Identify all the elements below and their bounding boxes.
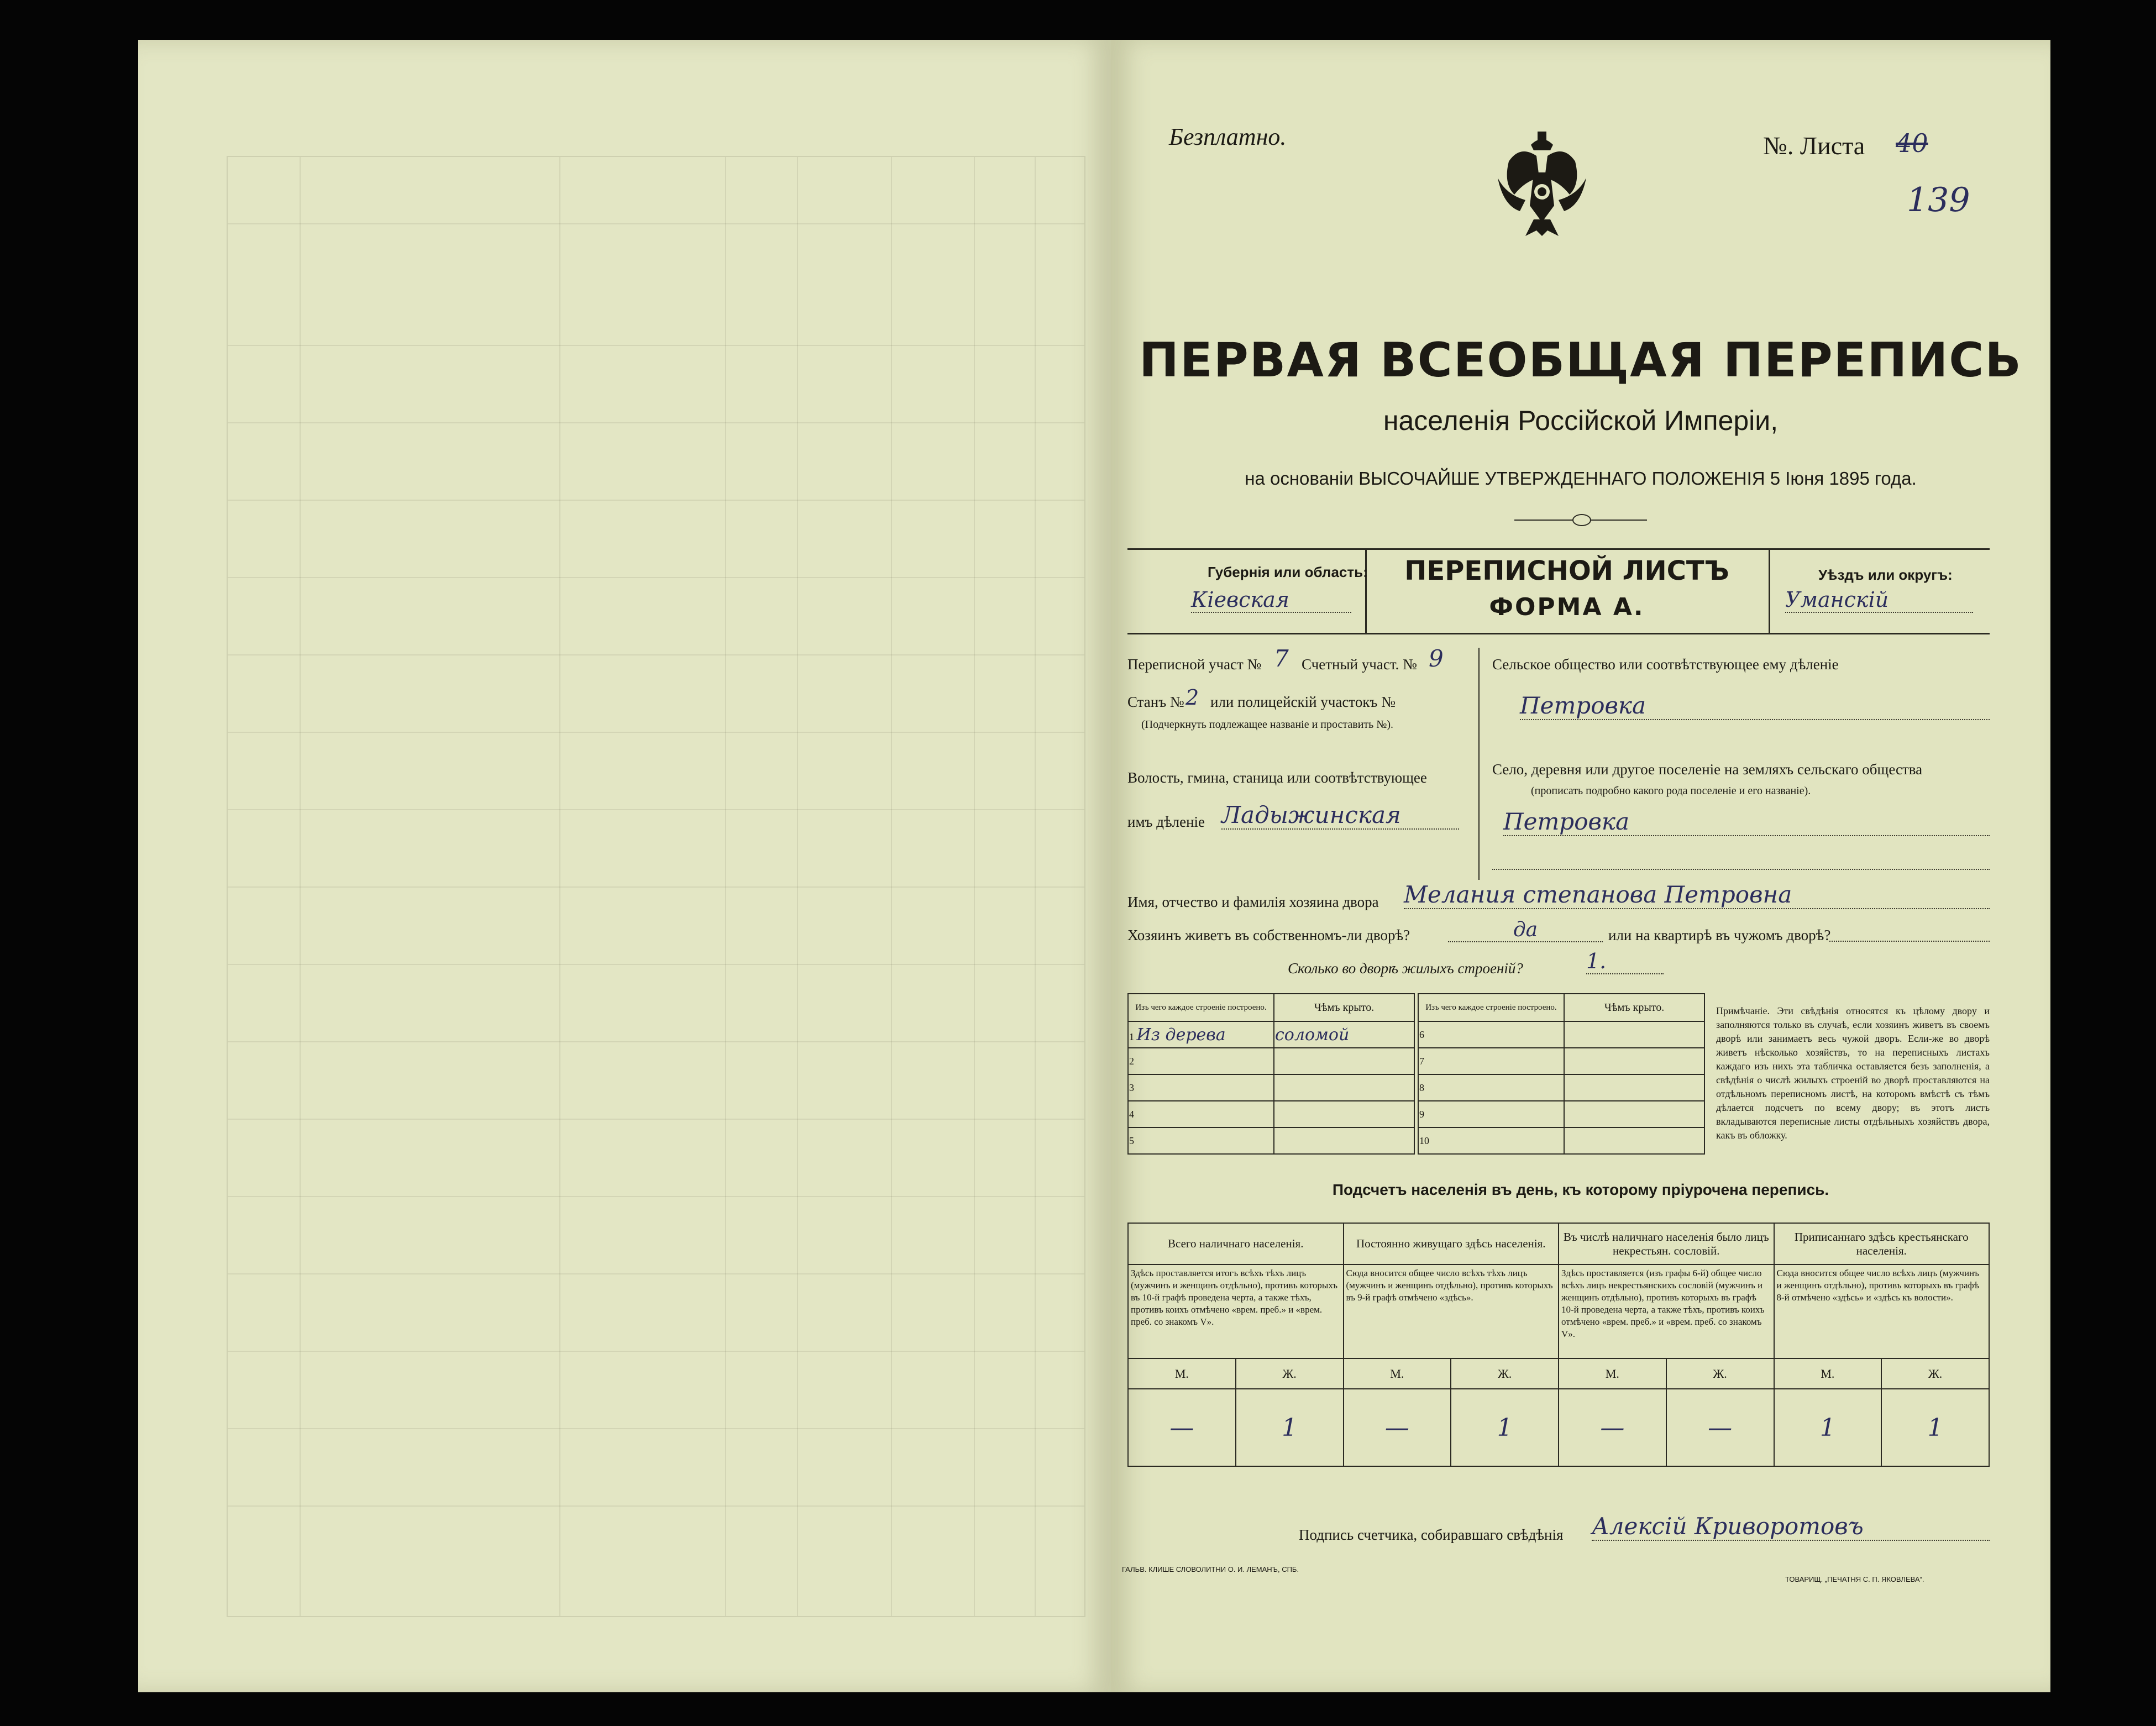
society-value: Петровка <box>1520 692 1990 720</box>
row-number: 2 <box>1128 1048 1274 1074</box>
village-note: (прописать подробно какого рода поселеніе и его названіе). <box>1531 785 1811 797</box>
volost-label-2: имъ дѣленіе <box>1127 814 1205 830</box>
row-number: 5 <box>1128 1127 1274 1154</box>
group-title: Приписаннаго здѣсь крестьянскаго населенія. <box>1774 1223 1990 1265</box>
volost-label: Волость, гмина, станица или соотвѣтствующее <box>1127 769 1427 786</box>
free-label: Безплатно. <box>1169 123 1287 150</box>
group-title: Въ числѣ наличнаго населенія было лицъ некрестьян. сословій. <box>1559 1223 1774 1265</box>
buildings-table-left <box>1127 993 1415 1155</box>
male-header: М. <box>1128 1358 1236 1389</box>
village-value: Петровка <box>1503 808 1990 836</box>
schet-uch-value: 9 <box>1429 645 1444 672</box>
census-subtitle: населенія Россійской Имперіи, <box>1383 405 1779 436</box>
buildings-value: 1. <box>1586 949 1664 974</box>
village-label: Село, деревня или другое поселеніе на земляхъ сельскаго общества <box>1492 761 1923 778</box>
perep-uch-value: 7 <box>1274 645 1289 672</box>
col-roof-header: Чѣмъ крыто. <box>1564 994 1704 1021</box>
row-roof: соломой <box>1274 1021 1414 1048</box>
female-count: 1 <box>1236 1389 1344 1466</box>
female-header: Ж. <box>1451 1358 1559 1389</box>
row-number: 10 <box>1418 1127 1564 1154</box>
form-code: ФОРМА А. <box>1489 593 1645 621</box>
right-page <box>1111 40 2050 1692</box>
owner-value: Мелания степанова Петровна <box>1404 881 1990 909</box>
uezd-label: Уѣздъ или округъ: <box>1818 566 1953 583</box>
lives-value: да <box>1448 919 1603 942</box>
group-title: Постоянно живущаго здѣсь населенія. <box>1344 1223 1559 1265</box>
stan-label: Станъ № <box>1127 694 1184 710</box>
society-label: Сельское общество или соотвѣтствующее ему дѣленіе <box>1492 656 1839 673</box>
sheet-number-corrected: 139 <box>1907 181 1970 219</box>
group-desc: Здѣсь проставляется (изъ графы 6-й) общее число всѣхъ лицъ некрестьянскихъ сословій (мужчинъ и женщинъ отдѣльно), противъ которыхъ въ графѣ 10-й проведена черта, а также тѣхъ, противъ коихъ отмѣчено «врем. преб.» и «врем. преб. со знакомъ V». <box>1559 1265 1774 1358</box>
group-title: Всего наличнаго населенія. <box>1128 1223 1344 1265</box>
male-count: 1 <box>1774 1389 1882 1466</box>
group-desc: Сюда вносится общее число всѣхъ лицъ (мужчинъ и женщинъ отдѣльно), противъ которыхъ въ графѣ 8-й отмѣчено «здѣсь» и «здѣсь къ волости». <box>1774 1265 1990 1358</box>
underline-note: (Подчеркнуть подлежащее названіе и проставить №). <box>1141 718 1393 731</box>
owner-label: Имя, отчество и фамилія хозяина двора <box>1127 894 1379 910</box>
apartment-label: или на квартирѣ въ чужомъ дворѣ? <box>1608 927 1831 943</box>
footnote: Примѣчаніе. Эти свѣдѣнія относятся къ цѣлому двору и заполняются только въ случаѣ, если хозяинъ живетъ въ своемъ дворѣ или занимаетъ весь чужой дворъ. Если-же во дворѣ живетъ нѣсколько хозяйствъ, то на переписныхъ листахъ каждаго изъ нихъ эта табличка оставляется безъ заполненія, а свѣдѣнія о числѣ жилыхъ строеній во дворѣ проставляются на отдѣльномъ переписномъ листѣ, на которомъ вмѣстѣ съ тѣмъ дѣлается подсчетъ по всему двору; въ этотъ листъ вкладываются переписные листы отдѣльныхъ хозяйствъ двора, какъ въ обложку. <box>1716 1005 1990 1141</box>
left-page <box>138 40 1111 1692</box>
buildings-label: Сколько во дворѣ жилыхъ строеній? <box>1288 960 1523 977</box>
row-number: 8 <box>1418 1074 1564 1101</box>
row-number: 3 <box>1128 1074 1274 1101</box>
male-count: — <box>1559 1389 1666 1466</box>
fields-divider <box>1478 648 1480 880</box>
row-number: 4 <box>1128 1101 1274 1127</box>
row-number: 9 <box>1418 1101 1564 1127</box>
perep-uch-label: Переписной участ № <box>1127 656 1262 673</box>
sheet-number: 40 <box>1896 128 1928 158</box>
police-label: или полицейскій участокъ № <box>1210 694 1396 710</box>
female-count: 1 <box>1451 1389 1559 1466</box>
row-material: Из дерева <box>1136 1025 1226 1045</box>
census-title: ПЕРВАЯ ВСЕОБЩАЯ ПЕРЕПИСЬ <box>1139 333 2022 388</box>
group-desc: Здѣсь проставляется итогъ всѣхъ тѣхъ лицъ (мужчинъ и женщинъ отдѣльно), противъ которыхъ въ 10-й графѣ проведена черта, а также тѣхъ, противъ коихъ отмѣчено «врем. преб.» и «врем. преб. со знакомъ V». <box>1128 1265 1344 1358</box>
form-header-box <box>1127 548 1990 634</box>
gubernia-label: Губернія или область: <box>1208 564 1368 580</box>
signature-label: Подпись счетчика, собиравшаго свѣдѣнія <box>1299 1526 1564 1543</box>
row-number: 1 <box>1129 1031 1134 1042</box>
stan-value: 2 <box>1185 685 1199 710</box>
female-header: Ж. <box>1666 1358 1774 1389</box>
uezd-value: Уманскій <box>1785 587 1973 613</box>
form-name: ПЕРЕПИСНОЙ ЛИСТЪ <box>1404 555 1729 586</box>
col-roof-header: Чѣмъ крыто. <box>1274 994 1414 1021</box>
female-count: — <box>1666 1389 1774 1466</box>
population-table <box>1127 1223 1990 1467</box>
male-header: М. <box>1774 1358 1882 1389</box>
village-line-2 <box>1492 869 1990 870</box>
row-number: 7 <box>1418 1048 1564 1074</box>
imprint-right: ТОВАРИЩ. „ПЕЧАТНЯ С. П. ЯКОВЛЕВА“. <box>1785 1575 1924 1583</box>
male-count: — <box>1344 1389 1451 1466</box>
group-desc: Сюда вносится общее число всѣхъ тѣхъ лицъ (мужчинъ и женщинъ отдѣльно), противъ которыхъ въ 9-й графѣ отмѣчено «здѣсь». <box>1344 1265 1559 1358</box>
bleed-through-grid <box>227 156 1085 1617</box>
male-header: М. <box>1559 1358 1666 1389</box>
col-material-header: Изъ чего каждое строеніе построено. <box>1418 994 1564 1021</box>
male-count: — <box>1128 1389 1236 1466</box>
row-number: 6 <box>1418 1021 1564 1048</box>
female-count: 1 <box>1881 1389 1989 1466</box>
signature-value: Алексій Криворотовъ <box>1592 1513 1990 1541</box>
volost-value: Ладыжинская <box>1221 801 1459 830</box>
imprint-left: ГАЛЬВ. КЛИШЕ СЛОВОЛИТНИ О. И. ЛЕМАНЪ, СПБ. <box>1122 1565 1299 1573</box>
sheet-label: №. Листа <box>1763 132 1865 160</box>
ornament-center <box>1572 514 1591 526</box>
col-material-header: Изъ чего каждое строеніе построено. <box>1128 994 1274 1021</box>
population-heading: Подсчетъ населенія въ день, къ которому пріурочена перепись. <box>1332 1181 1829 1198</box>
female-header: Ж. <box>1881 1358 1989 1389</box>
apartment-line <box>1829 941 1990 942</box>
schet-uch-label: Счетный участ. № <box>1302 656 1417 673</box>
lives-label: Хозяинъ живетъ въ собственномъ-ли дворѣ? <box>1127 927 1410 943</box>
census-basis: на основаніи ВЫСОЧАЙШЕ УТВЕРЖДЕННАГО ПОЛОЖЕНІЯ 5 Іюня 1895 года. <box>1245 468 1917 489</box>
buildings-table-right <box>1418 993 1705 1155</box>
gubernia-value: Кіевская <box>1191 587 1351 613</box>
double-headed-eagle-icon <box>1487 128 1597 239</box>
female-header: Ж. <box>1236 1358 1344 1389</box>
male-header: М. <box>1344 1358 1451 1389</box>
